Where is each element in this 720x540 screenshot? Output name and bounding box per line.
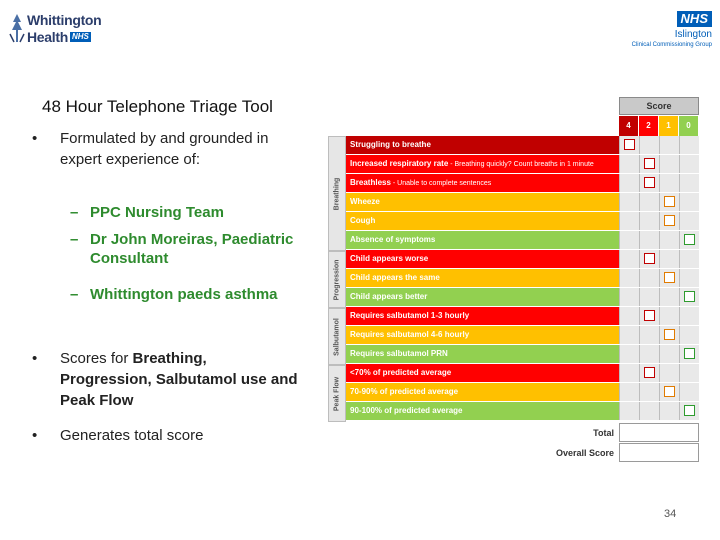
score-cell	[659, 288, 679, 306]
row-label-text: Struggling to breathe	[350, 140, 431, 149]
row-label-note: - Breathing quickly? Count breaths in 1 minute	[448, 161, 594, 168]
score-cell	[679, 174, 699, 192]
ccg-subtitle: Clinical Commissioning Group	[631, 42, 712, 48]
row-label	[346, 136, 619, 154]
score-cell	[659, 231, 679, 249]
score-cell	[679, 307, 699, 325]
score-cell	[679, 231, 699, 249]
table-row	[346, 345, 699, 364]
triage-rows	[346, 136, 699, 421]
score-column-3: 0	[679, 116, 699, 136]
row-label-text: Increased respiratory rate	[350, 159, 449, 168]
score-checkbox[interactable]	[644, 177, 655, 188]
score-checkbox[interactable]	[644, 367, 655, 378]
table-row	[346, 307, 699, 326]
score-cell	[619, 136, 639, 154]
score-checkbox[interactable]	[684, 291, 695, 302]
row-label-text: Absence of symptoms	[350, 235, 436, 244]
row-label	[346, 345, 619, 363]
score-cell	[679, 136, 699, 154]
score-column-2: 1	[659, 116, 679, 136]
score-cell	[659, 193, 679, 211]
row-label	[346, 364, 619, 382]
table-row	[346, 250, 699, 269]
score-cell	[659, 136, 679, 154]
score-cell	[619, 326, 639, 344]
score-cell	[619, 212, 639, 230]
group-progression	[328, 251, 346, 308]
row-label	[346, 269, 619, 287]
row-label-text: 70-90% of predicted average	[350, 387, 459, 396]
nhs-badge-small: NHS	[72, 32, 89, 41]
ccg-name: Islington	[674, 29, 712, 40]
score-cell	[619, 193, 639, 211]
score-checkbox[interactable]	[664, 196, 675, 207]
sub-item-consultant	[70, 230, 293, 268]
group-salbutamol	[328, 308, 346, 365]
score-cell	[659, 364, 679, 382]
score-cell	[639, 288, 659, 306]
score-cell	[619, 174, 639, 192]
score-cell	[659, 402, 679, 420]
bullet-scores	[60, 348, 298, 411]
score-checkbox[interactable]	[684, 348, 695, 359]
score-cell	[659, 174, 679, 192]
score-column-0: 4	[619, 116, 639, 136]
score-cell	[639, 307, 659, 325]
score-cell	[679, 288, 699, 306]
row-label	[346, 402, 619, 420]
score-cell	[639, 402, 659, 420]
whittington-health-logo	[8, 10, 102, 46]
table-row	[346, 231, 699, 250]
row-label	[346, 212, 619, 230]
bullet-line: Scores for	[60, 350, 133, 367]
score-checkbox[interactable]	[664, 329, 675, 340]
score-cell	[619, 364, 639, 382]
row-label-text: <70% of predicted average	[350, 368, 452, 377]
bullet-marker: •	[32, 130, 38, 147]
group-label: Salbutamol	[333, 317, 341, 356]
row-label	[346, 326, 619, 344]
score-cell	[639, 326, 659, 344]
table-row	[346, 402, 699, 421]
bullet-formulated	[60, 128, 268, 170]
bullet-line: expert experience of:	[60, 151, 201, 168]
group-label: Progression	[333, 259, 341, 300]
score-cell	[679, 364, 699, 382]
total-cell[interactable]	[619, 423, 699, 442]
score-header: Score	[619, 97, 699, 115]
sub-item-text: Dr John Moreiras, Paediatric	[90, 231, 294, 248]
score-cell	[679, 402, 699, 420]
score-checkbox[interactable]	[664, 386, 675, 397]
score-cell	[619, 402, 639, 420]
score-checkbox[interactable]	[664, 215, 675, 226]
score-cell	[639, 174, 659, 192]
score-cell	[639, 136, 659, 154]
score-cell	[659, 345, 679, 363]
table-row	[346, 326, 699, 345]
row-label	[346, 383, 619, 401]
row-label	[346, 307, 619, 325]
row-label-text: Requires salbutamol PRN	[350, 349, 448, 358]
score-columns	[619, 116, 699, 136]
score-cell	[679, 155, 699, 173]
row-label	[346, 193, 619, 211]
bullet-bold: Progression, Salbutamol use and	[60, 371, 298, 388]
score-checkbox[interactable]	[644, 310, 655, 321]
score-cell	[619, 307, 639, 325]
page-number: 34	[664, 508, 677, 520]
row-label-text: Requires salbutamol 1-3 hourly	[350, 311, 470, 320]
sub-item-text: Whittington paeds asthma	[90, 286, 278, 303]
score-cell	[639, 383, 659, 401]
score-cell	[639, 345, 659, 363]
score-cell	[659, 383, 679, 401]
score-cell	[639, 250, 659, 268]
score-checkbox[interactable]	[684, 234, 695, 245]
score-cell	[619, 250, 639, 268]
score-checkbox[interactable]	[684, 405, 695, 416]
row-label-text: Child appears the same	[350, 273, 440, 282]
sub-dash: –	[70, 231, 79, 248]
score-cell	[639, 364, 659, 382]
score-cell	[659, 155, 679, 173]
score-cell	[619, 383, 639, 401]
score-cell	[639, 155, 659, 173]
score-cell	[659, 307, 679, 325]
sub-item-text: Consultant	[90, 250, 169, 267]
bullet-marker: •	[32, 427, 38, 444]
score-cell	[639, 269, 659, 287]
score-checkbox[interactable]	[644, 158, 655, 169]
score-cell	[659, 250, 679, 268]
total-label: Total	[593, 428, 614, 438]
group-peak-flow	[328, 365, 346, 422]
score-cell	[639, 193, 659, 211]
table-row	[346, 155, 699, 174]
table-row	[346, 136, 699, 155]
overall-score-label: Overall Score	[555, 448, 614, 458]
table-row	[346, 174, 699, 193]
table-row	[346, 269, 699, 288]
score-cell	[619, 288, 639, 306]
table-row	[346, 383, 699, 402]
bullet-bold: Peak Flow	[60, 392, 134, 409]
score-cell	[659, 212, 679, 230]
score-cell	[659, 326, 679, 344]
table-row	[346, 212, 699, 231]
sub-item-paeds	[70, 285, 278, 304]
score-cell	[679, 383, 699, 401]
row-label-text: Breathless	[350, 178, 391, 187]
sub-dash: –	[70, 286, 79, 303]
group-breathing	[328, 136, 346, 251]
table-row	[346, 193, 699, 212]
group-label: Peak Flow	[333, 376, 341, 411]
row-label	[346, 288, 619, 306]
bullet-marker: •	[32, 350, 38, 367]
score-checkbox[interactable]	[664, 272, 675, 283]
score-cell	[619, 269, 639, 287]
slide-title: 48 Hour Telephone Triage Tool	[42, 97, 273, 116]
score-cell	[619, 155, 639, 173]
islington-ccg-logo	[628, 10, 712, 49]
sub-item-ppc	[70, 203, 224, 222]
score-checkbox[interactable]	[644, 253, 655, 264]
bullet-bold: Breathing,	[132, 350, 207, 367]
nhs-badge: NHS	[677, 11, 712, 27]
score-checkbox[interactable]	[624, 139, 635, 150]
score-cell	[679, 269, 699, 287]
score-cell	[679, 345, 699, 363]
score-column-1: 2	[639, 116, 659, 136]
table-row	[346, 364, 699, 383]
table-row	[346, 288, 699, 307]
row-label-text: Cough	[350, 216, 376, 225]
score-cell	[679, 193, 699, 211]
bullet-total: Generates total score	[60, 427, 204, 444]
row-label-text: Child appears better	[350, 292, 428, 301]
score-cell	[679, 212, 699, 230]
logo-text-line2: Health	[27, 29, 68, 45]
row-label	[346, 231, 619, 249]
row-label-note: - Unable to complete sentences	[390, 180, 492, 187]
row-label-text: Wheeze	[350, 197, 380, 206]
score-cell	[619, 231, 639, 249]
bullet-line: Formulated by and grounded in	[60, 130, 269, 147]
score-cell	[679, 326, 699, 344]
score-cell	[679, 250, 699, 268]
sub-dash: –	[70, 204, 79, 221]
whittington-tree-icon	[8, 12, 26, 44]
row-label-text: Child appears worse	[350, 254, 429, 263]
group-label: Breathing	[333, 177, 341, 210]
row-label	[346, 174, 619, 192]
logo-text-line1: Whittington	[27, 12, 102, 28]
score-cell	[639, 231, 659, 249]
sub-item-text: PPC Nursing Team	[90, 204, 224, 221]
score-cell	[659, 269, 679, 287]
overall-score-cell[interactable]	[619, 443, 699, 462]
row-label	[346, 250, 619, 268]
score-cell	[639, 212, 659, 230]
row-label-text: 90-100% of predicted average	[350, 406, 463, 415]
row-label	[346, 155, 619, 173]
score-cell	[619, 345, 639, 363]
row-label-text: Requires salbutamol 4-6 hourly	[350, 330, 470, 339]
